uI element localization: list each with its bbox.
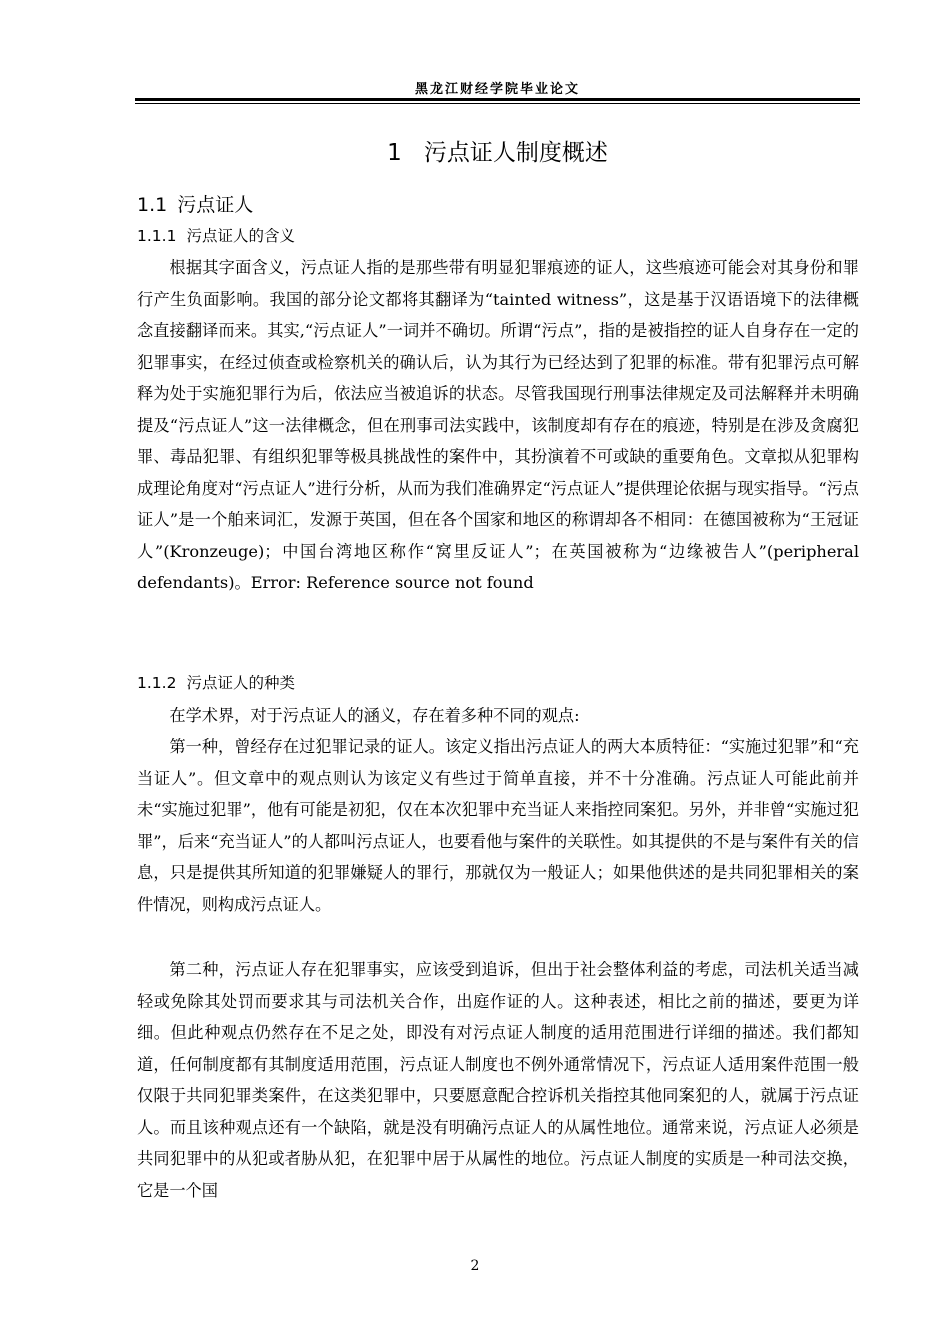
chapter-title	[135, 134, 860, 167]
chapter-number: 1	[387, 140, 402, 166]
section-heading	[137, 190, 253, 217]
body-paragraph: 在学术界，对于污点证人的涵义，存在着多种不同的观点:	[169, 706, 580, 725]
subsection-heading	[137, 224, 295, 246]
subsection-number: 1.1.2	[137, 674, 177, 692]
running-header: 黑龙江财经学院毕业论文	[414, 82, 580, 97]
body-paragraph: 根据其字面含义，污点证人指的是那些带有明显犯罪痕迹的证人，这些痕迹可能会对其身份和罪行产生负面影响。我国的部分论文都将其翻译为“tainted witness”，这是基于汉语语境下的法律概念直接翻译而来。其实,“污点证人”一词并不确切。所谓“污点”，指的是被指控的证人自身存在一定的犯罪事实，在经过侦查或检察机关的确认后，认为其行为已经达到了犯罪的标准。带有犯罪污点可解释为处于实施犯罪行为后，依法应当被追诉的状态。尽管我国现行刑事法律规定及司法解释并未明确提及“污点证人”这一法律概念，但在刑事司法实践中，该制度却有存在的痕迹，特别是在涉及贪腐犯罪、毒品犯罪、有组织犯罪等极具挑战性的案件中，其扮演着不可或缺的重要角色。文章拟从犯罪构成理论角度对“污点证人”进行分析，从而为我们准确界定“污点证人”提供理论依据与现实指导。“污点证人”是一个舶来词汇，发源于英国，但在各个国家和地区的称谓却各不相同：在德国被称为“王冠证人”(Kronzeuge)；中国台湾地区称作“窝里反证人”；在英国被称为“边缘被告人”(peripheral defendants)。Error: Reference source not found	[137, 258, 859, 592]
body-paragraph: 第一种，曾经存在过犯罪记录的证人。该定义指出污点证人的两大本质特征：“实施过犯罪”和“充当证人”。但文章中的观点则认为该定义有些过于简单直接，并不十分准确。污点证人可能此前并未“实施过犯罪”，他有可能是初犯，仅在本次犯罪中充当证人来指控同案犯。另外，并非曾“实施过犯罪”，后来“充当证人”的人都叫污点证人，也要看他与案件的关联性。如其提供的不是与案件有关的信息，只是提供其所知道的犯罪嫌疑人的罪行，那就仅为一般证人；如果他供述的是共同犯罪相关的案件情况，则构成污点证人。	[137, 737, 859, 914]
subsection-number: 1.1.1	[137, 227, 177, 245]
subsection-title: 污点证人的含义	[186, 227, 295, 245]
header-rule-thick	[135, 98, 860, 101]
subsection-title: 污点证人的种类	[186, 674, 295, 692]
subsection-heading	[137, 671, 295, 693]
header-rule-thin	[135, 103, 860, 104]
section-number: 1.1	[137, 194, 168, 216]
chapter-title-text: 污点证人制度概述	[423, 140, 608, 166]
body-paragraph: 第二种，污点证人存在犯罪事实，应该受到追诉，但出于社会整体利益的考虑，司法机关适当减轻或免除其处罚而要求其与司法机关合作，出庭作证的人。这种表述，相比之前的描述，要更为详细。但此种观点仍然存在不足之处，即没有对污点证人制度的适用范围进行详细的描述。我们都知道，任何制度都有其制度适用范围，污点证人制度也不例外通常情况下，污点证人适用案件范围一般仅限于共同犯罪类案件，在这类犯罪中，只要愿意配合控诉机关指控其他同案犯的人，就属于污点证人。而且该种观点还有一个缺陷，就是没有明确污点证人的从属性地位。通常来说，污点证人必须是共同犯罪中的从犯或者胁从犯，在犯罪中居于从属性的地位。污点证人制度的实质是一种司法交换，它是一个国	[137, 960, 859, 1200]
section-title: 污点证人	[177, 194, 254, 216]
page-number: 2	[470, 1258, 480, 1274]
